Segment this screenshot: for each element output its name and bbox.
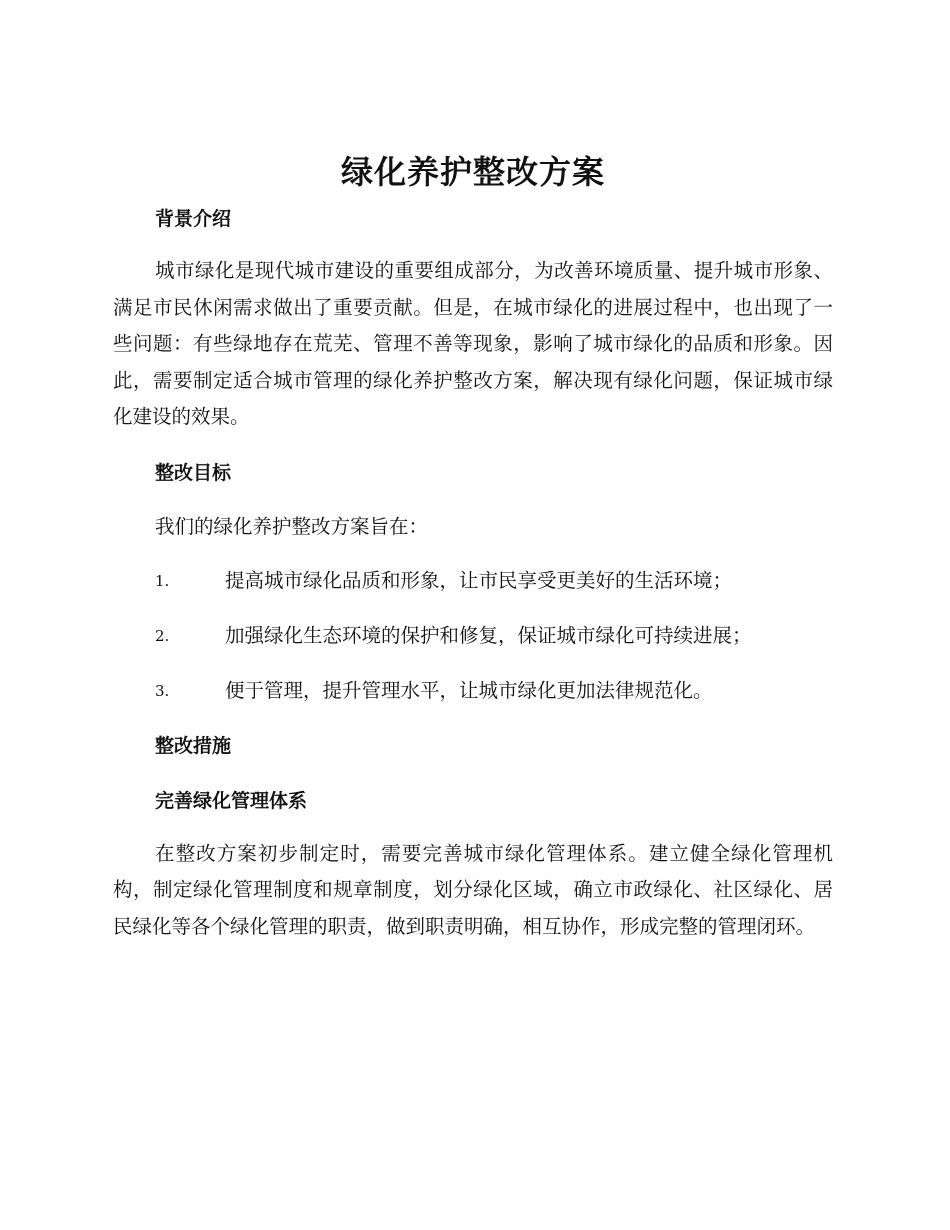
list-text: 提高城市绿化品质和形象，让市民享受更美好的生活环境； (225, 568, 733, 592)
section-heading-goals: 整改目标 (155, 461, 232, 484)
measures-paragraph: 在整改方案初步制定时，需要完善城市绿化管理体系。建立健全绿化管理机构，制定绿化管理制度和规章制度，划分绿化区域，确立市政绿化、社区绿化、居民绿化等各个绿化管理的职责，做到职责明确，相互协作，形成完整的管理闭环。 (113, 841, 833, 938)
goals-intro: 我们的绿化养护整改方案旨在： (155, 514, 429, 538)
list-item (113, 621, 833, 651)
section-heading-measures: 整改措施 (155, 734, 232, 757)
document-body (113, 148, 833, 945)
document-title: 绿化养护整改方案 (340, 153, 605, 191)
section-heading-background: 背景介绍 (155, 208, 232, 230)
list-number: 1. (155, 571, 170, 590)
list-item (113, 566, 833, 596)
list-text: 加强绿化生态环境的保护和修复，保证城市绿化可持续进展； (225, 623, 752, 647)
list-number: 2. (155, 626, 170, 645)
list-item (113, 676, 833, 706)
subsection-heading: 完善绿化管理体系 (155, 789, 308, 812)
list-number: 3. (155, 681, 170, 700)
background-paragraph: 城市绿化是现代城市建设的重要组成部分，为改善环境质量、提升城市形象、满足市民休闲需求做出了重要贡献。但是，在城市绿化的进展过程中，也出现了一些问题：有些绿地存在荒芜、管理不善等现象，影响了城市绿化的品质和形象。因此，需要制定适合城市管理的绿化养护整改方案，解决现有绿化问题，保证城市绿化建设的效果。 (113, 259, 833, 428)
list-text: 便于管理，提升管理水平，让城市绿化更加法律规范化。 (225, 678, 713, 702)
